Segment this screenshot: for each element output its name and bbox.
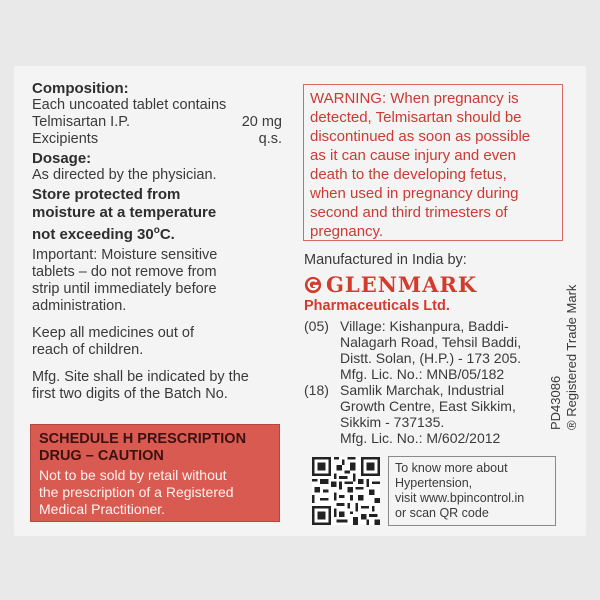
- keep-away-note: [32, 325, 282, 359]
- ingredient-row: [32, 114, 282, 131]
- note-line: tablets – do not remove from: [32, 264, 217, 280]
- warning-line: WARNING: When pregnancy is: [310, 90, 519, 107]
- license-line: Mfg. Lic. No.: M/602/2012: [340, 430, 501, 446]
- address-entry: [304, 382, 534, 446]
- important-note: [32, 247, 282, 315]
- address-line: Village: Kishanpura, Baddi-: [340, 318, 509, 334]
- note-line: Keep all medicines out of: [32, 325, 195, 341]
- warning-line: detected, Telmisartan should be: [310, 109, 522, 126]
- warning-line: pregnancy.: [310, 223, 384, 240]
- address-line: Nalagarh Road, Tehsil Baddi,: [340, 334, 522, 350]
- pregnancy-warning-box: [303, 84, 563, 241]
- schedule-title: [39, 431, 271, 465]
- storage-line: moisture at a temperature: [32, 204, 217, 221]
- ingredient-amount: q.s.: [258, 131, 282, 147]
- left-column: [32, 80, 282, 403]
- company-name: Pharmaceuticals Ltd.: [304, 298, 450, 314]
- body-line: Not to be sold by retail without: [39, 467, 227, 483]
- note-line: Mfg. Site shall be indicated by the: [32, 369, 249, 385]
- title-line: DRUG – CAUTION: [39, 448, 164, 464]
- schedule-body: [39, 467, 271, 518]
- warning-line: as it can cause injury and even: [310, 147, 516, 164]
- note-line: first two digits of the Batch No.: [32, 386, 228, 402]
- warning-line: death to the developing fetus,: [310, 166, 507, 183]
- address-entry: [304, 318, 534, 382]
- body-line: Medical Practitioner.: [39, 501, 166, 517]
- warning-line: second and third trimesters of: [310, 204, 508, 221]
- vertical-side-text: [548, 285, 580, 430]
- warning-line: discontinued as soon as possible: [310, 128, 531, 145]
- license-line: Mfg. Lic. No.: MNB/05/182: [340, 366, 505, 382]
- degree-sign: o: [153, 225, 160, 236]
- storage-text: C.: [159, 226, 175, 243]
- address-line: Distt. Solan, (H.P.) - 173 205.: [340, 350, 522, 366]
- logo-wordmark: GLENMARK: [326, 272, 478, 297]
- ingredient-amount: 20 mg: [241, 114, 282, 130]
- glenmark-logo-icon: [304, 276, 322, 294]
- manufactured-by-label: Manufactured in India by:: [304, 252, 467, 268]
- site-code: (05): [304, 318, 329, 334]
- dosage-heading: Dosage:: [32, 150, 92, 167]
- composition-heading: Composition:: [32, 80, 129, 97]
- ingredient-name: Telmisartan I.P.: [32, 114, 131, 130]
- address-line: Sikkim - 737135.: [340, 414, 445, 430]
- warning-line: when used in pregnancy during: [310, 185, 519, 202]
- body-line: the prescription of a Registered: [39, 484, 234, 500]
- hypertension-info-box: [388, 456, 556, 526]
- storage-line: [32, 222, 282, 244]
- storage-text: not exceeding 30: [32, 226, 154, 243]
- mfg-site-note: [32, 369, 302, 403]
- note-line: strip until immediately before: [32, 281, 217, 297]
- schedule-h-box: [30, 424, 280, 522]
- address-line: Growth Centre, East Sikkim,: [340, 398, 516, 414]
- note-line: Important: Moisture sensitive: [32, 247, 218, 263]
- qr-code[interactable]: [312, 457, 380, 525]
- trademark-note: ® Registered Trade Mark: [564, 284, 579, 430]
- storage-line: Store protected from: [32, 186, 181, 203]
- note-line: administration.: [32, 298, 127, 314]
- ingredient-name: Excipients: [32, 131, 99, 147]
- website-link[interactable]: visit www.bpincontrol.in: [395, 491, 525, 505]
- title-line: SCHEDULE H PRESCRIPTION: [39, 431, 247, 447]
- ingredient-row: [32, 131, 282, 148]
- info-line: or scan QR code: [395, 506, 489, 520]
- storage-instructions: [32, 186, 282, 244]
- glenmark-logo: [304, 272, 477, 297]
- dosage-text: As directed by the physician.: [32, 167, 217, 183]
- note-line: reach of children.: [32, 342, 144, 358]
- address-line: Samlik Marchak, Industrial: [340, 382, 505, 398]
- info-line: Hypertension,: [395, 476, 473, 490]
- composition-intro: Each uncoated tablet contains: [32, 97, 227, 113]
- manufacturing-addresses: [304, 318, 534, 446]
- product-code: PD43086: [548, 375, 563, 430]
- site-code: (18): [304, 382, 329, 398]
- info-line: To know more about: [395, 461, 508, 475]
